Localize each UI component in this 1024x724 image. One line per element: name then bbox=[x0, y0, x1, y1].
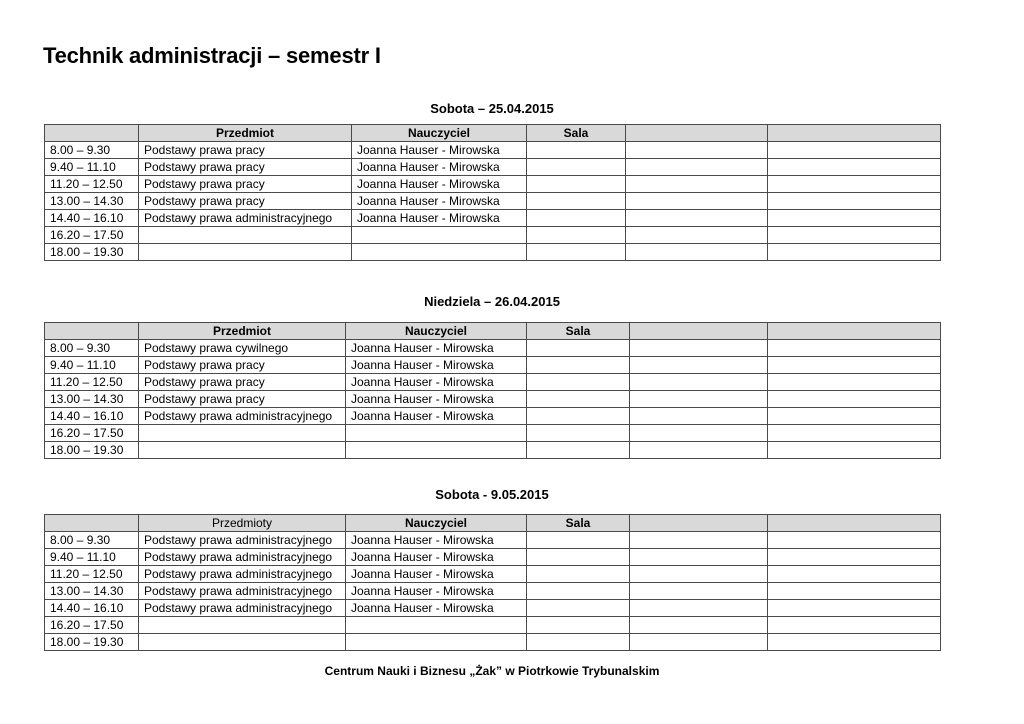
teacher-cell: Joanna Hauser - Mirowska bbox=[346, 549, 527, 566]
teacher-cell: Joanna Hauser - Mirowska bbox=[346, 583, 527, 600]
document-title: Technik administracji – semestr I bbox=[43, 43, 381, 68]
table-row bbox=[45, 357, 941, 374]
table-cell bbox=[527, 210, 626, 227]
table-row bbox=[45, 549, 941, 566]
teacher-cell: Joanna Hauser - Mirowska bbox=[346, 391, 527, 408]
table-row bbox=[45, 600, 941, 617]
table-cell bbox=[768, 357, 941, 374]
teacher-cell bbox=[346, 425, 527, 442]
teacher-cell: Joanna Hauser - Mirowska bbox=[346, 532, 527, 549]
subject-cell: Podstawy prawa pracy bbox=[139, 391, 346, 408]
schedule-table-2 bbox=[44, 322, 941, 459]
teacher-cell: Joanna Hauser - Mirowska bbox=[346, 408, 527, 425]
table-cell bbox=[527, 408, 630, 425]
table-cell bbox=[768, 532, 941, 549]
subject-cell: Podstawy prawa administracyjnego bbox=[139, 532, 346, 549]
table-cell bbox=[626, 210, 768, 227]
table-cell bbox=[630, 408, 768, 425]
table-cell bbox=[630, 566, 768, 583]
time-slot-cell: 11.20 – 12.50 bbox=[45, 566, 139, 583]
table-cell bbox=[527, 617, 630, 634]
subject-cell: Podstawy prawa pracy bbox=[139, 374, 346, 391]
time-slot-cell: 9.40 – 11.10 bbox=[45, 357, 139, 374]
header-row bbox=[45, 125, 941, 142]
table-header bbox=[45, 515, 941, 532]
column-header bbox=[45, 515, 139, 532]
subject-cell: Podstawy prawa cywilnego bbox=[139, 340, 346, 357]
teacher-cell: Joanna Hauser - Mirowska bbox=[346, 357, 527, 374]
table-cell bbox=[527, 142, 626, 159]
time-slot-cell: 9.40 – 11.10 bbox=[45, 549, 139, 566]
column-header: Przedmiot bbox=[139, 323, 346, 340]
column-header: Nauczyciel bbox=[346, 515, 527, 532]
table-cell bbox=[768, 210, 941, 227]
table-cell bbox=[768, 244, 941, 261]
time-slot-cell: 18.00 – 19.30 bbox=[45, 244, 139, 261]
column-header bbox=[626, 125, 768, 142]
column-header bbox=[768, 515, 941, 532]
table-row bbox=[45, 566, 941, 583]
subject-cell: Podstawy prawa administracyjnego bbox=[139, 583, 346, 600]
table-cell bbox=[630, 532, 768, 549]
time-slot-cell: 8.00 – 9.30 bbox=[45, 340, 139, 357]
table-row bbox=[45, 532, 941, 549]
table-cell bbox=[626, 142, 768, 159]
table-cell bbox=[527, 159, 626, 176]
footer-text: Centrum Nauki i Biznesu „Żak” w Piotrkowie Trybunalskim bbox=[324, 664, 660, 678]
table-row bbox=[45, 159, 941, 176]
table-cell bbox=[768, 227, 941, 244]
table-row bbox=[45, 583, 941, 600]
column-header bbox=[768, 125, 941, 142]
header-row bbox=[45, 323, 941, 340]
subject-cell bbox=[139, 634, 346, 651]
table-cell bbox=[527, 227, 626, 244]
time-slot-cell: 16.20 – 17.50 bbox=[45, 617, 139, 634]
header-row bbox=[45, 515, 941, 532]
table-body bbox=[45, 340, 941, 459]
column-header: Nauczyciel bbox=[346, 323, 527, 340]
table-cell bbox=[768, 566, 941, 583]
table-header bbox=[45, 323, 941, 340]
day-heading-1: Sobota – 25.04.2015 bbox=[430, 101, 554, 116]
table-cell bbox=[630, 340, 768, 357]
table-cell bbox=[527, 634, 630, 651]
subject-cell bbox=[139, 617, 346, 634]
table-cell bbox=[527, 442, 630, 459]
column-header bbox=[45, 125, 139, 142]
table-cell bbox=[630, 425, 768, 442]
time-slot-cell: 13.00 – 14.30 bbox=[45, 391, 139, 408]
table-cell bbox=[630, 357, 768, 374]
table-cell bbox=[527, 176, 626, 193]
table-cell bbox=[630, 442, 768, 459]
table-cell bbox=[768, 600, 941, 617]
table-cell bbox=[768, 634, 941, 651]
table-cell bbox=[630, 549, 768, 566]
table-row bbox=[45, 425, 941, 442]
teacher-cell bbox=[346, 634, 527, 651]
table-cell bbox=[626, 193, 768, 210]
table-row bbox=[45, 227, 941, 244]
column-header: Nauczyciel bbox=[352, 125, 527, 142]
column-header: Sala bbox=[527, 125, 626, 142]
table-row bbox=[45, 374, 941, 391]
table-body bbox=[45, 142, 941, 261]
column-header: Sala bbox=[527, 323, 630, 340]
table-cell bbox=[768, 159, 941, 176]
table-cell bbox=[768, 583, 941, 600]
table-cell bbox=[527, 374, 630, 391]
table-row bbox=[45, 617, 941, 634]
table-cell bbox=[768, 176, 941, 193]
table-cell bbox=[768, 442, 941, 459]
table-row bbox=[45, 142, 941, 159]
table-cell bbox=[527, 244, 626, 261]
table-row bbox=[45, 634, 941, 651]
time-slot-cell: 13.00 – 14.30 bbox=[45, 583, 139, 600]
table-cell bbox=[626, 244, 768, 261]
table-cell bbox=[527, 600, 630, 617]
table-cell bbox=[527, 532, 630, 549]
table-row bbox=[45, 340, 941, 357]
table-cell bbox=[630, 617, 768, 634]
time-slot-cell: 8.00 – 9.30 bbox=[45, 142, 139, 159]
table-cell bbox=[626, 159, 768, 176]
table-cell bbox=[630, 634, 768, 651]
column-header bbox=[630, 323, 768, 340]
subject-cell: Podstawy prawa pracy bbox=[139, 159, 352, 176]
table-row bbox=[45, 176, 941, 193]
subject-cell: Podstawy prawa administracyjnego bbox=[139, 566, 346, 583]
table-cell bbox=[768, 391, 941, 408]
teacher-cell: Joanna Hauser - Mirowska bbox=[352, 210, 527, 227]
subject-cell bbox=[139, 227, 352, 244]
time-slot-cell: 18.00 – 19.30 bbox=[45, 442, 139, 459]
table-cell bbox=[768, 142, 941, 159]
time-slot-cell: 13.00 – 14.30 bbox=[45, 193, 139, 210]
day-heading-2: Niedziela – 26.04.2015 bbox=[424, 294, 560, 309]
column-header bbox=[768, 323, 941, 340]
time-slot-cell: 16.20 – 17.50 bbox=[45, 227, 139, 244]
table-row bbox=[45, 244, 941, 261]
table-cell bbox=[768, 408, 941, 425]
time-slot-cell: 8.00 – 9.30 bbox=[45, 532, 139, 549]
table-cell bbox=[630, 583, 768, 600]
teacher-cell: Joanna Hauser - Mirowska bbox=[346, 340, 527, 357]
column-header bbox=[45, 323, 139, 340]
time-slot-cell: 14.40 – 16.10 bbox=[45, 210, 139, 227]
table-header bbox=[45, 125, 941, 142]
table-cell bbox=[527, 425, 630, 442]
table-cell bbox=[630, 600, 768, 617]
table-cell bbox=[527, 193, 626, 210]
time-slot-cell: 11.20 – 12.50 bbox=[45, 374, 139, 391]
teacher-cell bbox=[352, 227, 527, 244]
table-cell bbox=[768, 549, 941, 566]
table-row bbox=[45, 442, 941, 459]
teacher-cell: Joanna Hauser - Mirowska bbox=[352, 159, 527, 176]
teacher-cell bbox=[346, 617, 527, 634]
table-cell bbox=[527, 549, 630, 566]
subject-cell: Podstawy prawa pracy bbox=[139, 142, 352, 159]
table-cell bbox=[626, 176, 768, 193]
table-cell bbox=[527, 566, 630, 583]
subject-cell: Podstawy prawa pracy bbox=[139, 357, 346, 374]
schedule-table-1 bbox=[44, 124, 941, 261]
subject-cell: Podstawy prawa administracyjnego bbox=[139, 408, 346, 425]
subject-cell: Podstawy prawa pracy bbox=[139, 176, 352, 193]
time-slot-cell: 18.00 – 19.30 bbox=[45, 634, 139, 651]
subject-cell bbox=[139, 244, 352, 261]
table-cell bbox=[527, 357, 630, 374]
column-header: Przedmioty bbox=[139, 515, 346, 532]
table-cell bbox=[768, 340, 941, 357]
teacher-cell: Joanna Hauser - Mirowska bbox=[346, 374, 527, 391]
column-header: Przedmiot bbox=[139, 125, 352, 142]
table-body bbox=[45, 532, 941, 651]
table-cell bbox=[527, 340, 630, 357]
day-heading-3: Sobota - 9.05.2015 bbox=[435, 487, 549, 502]
teacher-cell: Joanna Hauser - Mirowska bbox=[352, 142, 527, 159]
subject-cell bbox=[139, 425, 346, 442]
teacher-cell: Joanna Hauser - Mirowska bbox=[352, 176, 527, 193]
subject-cell: Podstawy prawa administracyjnego bbox=[139, 210, 352, 227]
table-cell bbox=[527, 391, 630, 408]
table-row bbox=[45, 210, 941, 227]
table-row bbox=[45, 193, 941, 210]
teacher-cell bbox=[346, 442, 527, 459]
column-header bbox=[630, 515, 768, 532]
teacher-cell: Joanna Hauser - Mirowska bbox=[352, 193, 527, 210]
teacher-cell: Joanna Hauser - Mirowska bbox=[346, 566, 527, 583]
table-cell bbox=[630, 374, 768, 391]
time-slot-cell: 16.20 – 17.50 bbox=[45, 425, 139, 442]
table-row bbox=[45, 391, 941, 408]
subject-cell: Podstawy prawa pracy bbox=[139, 193, 352, 210]
table-cell bbox=[768, 374, 941, 391]
time-slot-cell: 14.40 – 16.10 bbox=[45, 408, 139, 425]
subject-cell: Podstawy prawa administracyjnego bbox=[139, 549, 346, 566]
table-cell bbox=[626, 227, 768, 244]
table-cell bbox=[630, 391, 768, 408]
table-cell bbox=[768, 425, 941, 442]
teacher-cell: Joanna Hauser - Mirowska bbox=[346, 600, 527, 617]
table-row bbox=[45, 408, 941, 425]
schedule-table-3 bbox=[44, 514, 941, 651]
teacher-cell bbox=[352, 244, 527, 261]
table-cell bbox=[527, 583, 630, 600]
time-slot-cell: 14.40 – 16.10 bbox=[45, 600, 139, 617]
subject-cell bbox=[139, 442, 346, 459]
time-slot-cell: 9.40 – 11.10 bbox=[45, 159, 139, 176]
table-cell bbox=[768, 193, 941, 210]
time-slot-cell: 11.20 – 12.50 bbox=[45, 176, 139, 193]
column-header: Sala bbox=[527, 515, 630, 532]
subject-cell: Podstawy prawa administracyjnego bbox=[139, 600, 346, 617]
table-cell bbox=[768, 617, 941, 634]
